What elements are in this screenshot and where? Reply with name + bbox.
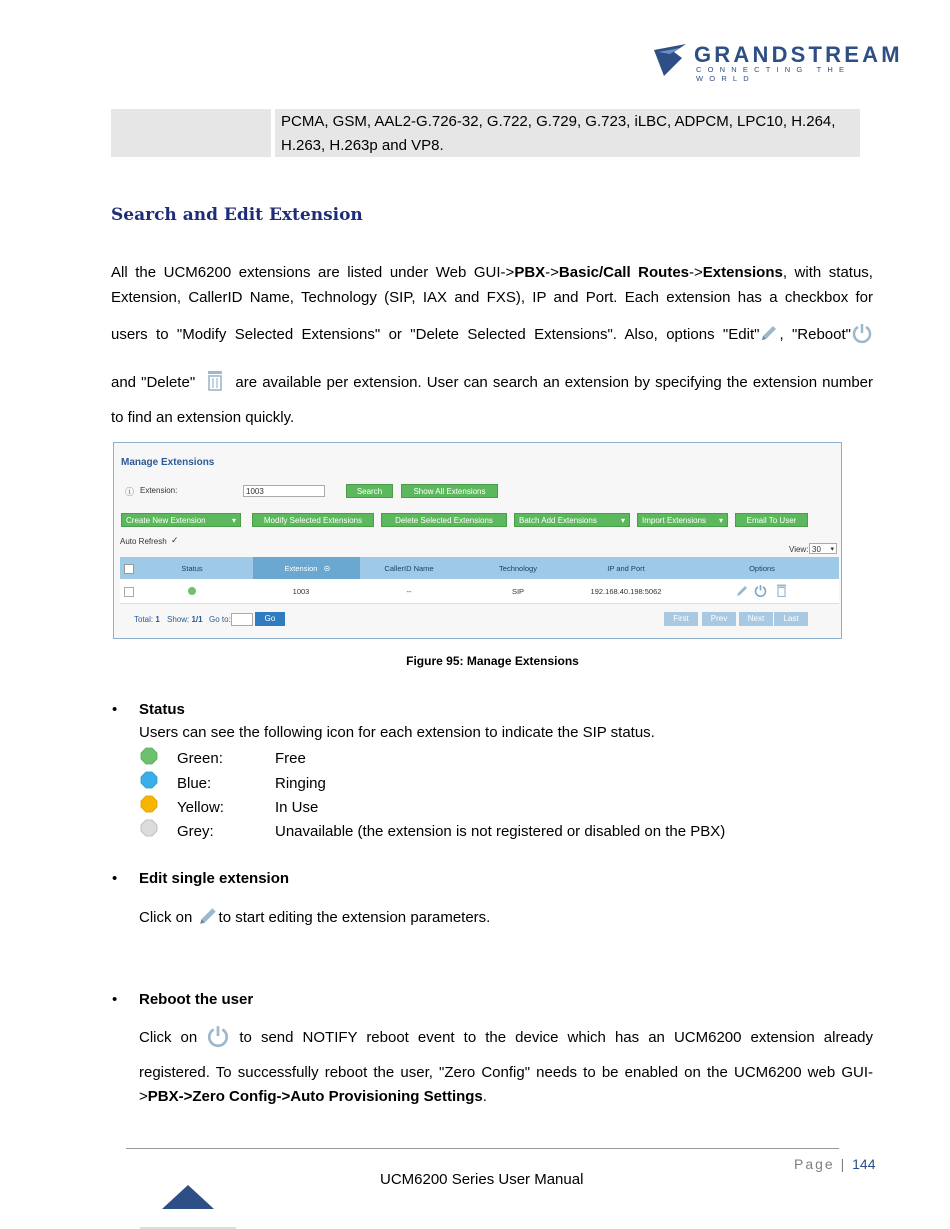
manual-title: UCM6200 Series User Manual — [380, 1171, 584, 1188]
bullet-icon: • — [112, 701, 118, 718]
reboot-line-1: Click on to send NOTIFY reboot event to the device which has an UCM6200 extension already — [139, 1024, 873, 1052]
column-header-extension[interactable]: Extension — [284, 564, 318, 573]
status-intro: Users can see the following icon for each extension to indicate the SIP status. — [139, 724, 655, 741]
paragraph-line-3: users to "Modify Selected Extensions" or "Delete Selected Extensions". Also, options "Edit" , "Reboot" — [111, 322, 873, 348]
status-grey-label: Grey: — [177, 823, 214, 840]
dropdown-arrow-icon: ▾ — [830, 546, 834, 553]
status-green-icon — [188, 587, 196, 595]
show-label: Show: 1/1 — [167, 615, 203, 624]
extensions-table-header — [120, 557, 839, 579]
row-checkbox[interactable] — [124, 587, 134, 597]
paragraph-line-1: All the UCM6200 extensions are listed under Web GUI->PBX->Basic/Call Routes->Extensions, with status, — [111, 264, 873, 281]
logo-wordmark: GRANDSTREAM — [694, 42, 903, 67]
status-blue-label: Blue: — [177, 775, 212, 792]
edit-pencil-icon — [759, 323, 779, 347]
edit-pencil-icon — [197, 905, 219, 931]
reboot-power-icon — [206, 1024, 230, 1052]
status-green-icon — [140, 747, 158, 765]
reboot-power-icon — [851, 322, 873, 348]
codec-table-label-cell — [111, 109, 271, 157]
pager-last-button[interactable]: Last — [774, 612, 808, 626]
total-label: Total: 1 — [134, 615, 160, 624]
sort-indicator-icon: ⊝ — [323, 564, 331, 573]
paragraph-line-4: and "Delete" are available per extension. User can search an extension by specifying the extension number — [111, 370, 873, 396]
batch-add-extensions-button[interactable]: Batch Add Extensions ▾ — [514, 513, 630, 527]
show-all-extensions-button[interactable]: Show All Extensions — [401, 484, 498, 498]
pager-next-button[interactable]: Next — [739, 612, 773, 626]
delete-selected-extensions-button[interactable]: Delete Selected Extensions — [381, 513, 507, 527]
delete-trash-icon — [206, 370, 224, 396]
select-all-checkbox[interactable] — [124, 564, 134, 574]
codec-table-value-cell — [275, 109, 860, 157]
column-header-options: Options — [749, 564, 775, 573]
row-reboot-icon[interactable] — [754, 584, 767, 597]
column-header-technology[interactable]: Technology — [499, 564, 537, 573]
reboot-section-title: Reboot the user — [139, 991, 254, 1008]
status-title: Status — [139, 701, 185, 718]
import-extensions-button[interactable]: Import Extensions ▾ — [637, 513, 728, 527]
auto-refresh-label: Auto Refresh — [120, 537, 167, 546]
info-icon: ⓘ — [125, 487, 135, 497]
dropdown-arrow-icon: ▾ — [620, 516, 625, 525]
reboot-line-2: registered. To successfully reboot the user, "Zero Config" needs to be enabled on the UCM6200 web GUI- — [139, 1064, 873, 1081]
edit-section-text: Click on to start editing the extension parameters. — [139, 905, 490, 931]
section-heading: Search and Edit Extension — [111, 205, 363, 225]
goto-page-input[interactable] — [231, 613, 253, 626]
auto-refresh-checkbox[interactable]: ✓ — [171, 535, 179, 545]
logo-swoosh-icon — [652, 42, 692, 78]
codec-line-2: H.263, H.263p and VP8. — [281, 137, 444, 154]
email-to-user-button[interactable]: Email To User — [735, 513, 808, 527]
view-count-select[interactable]: 30 ▾ — [809, 543, 837, 554]
logo-tagline: CONNECTING THE WORLD — [696, 65, 851, 83]
row-delete-icon[interactable] — [776, 584, 787, 597]
goto-label: Go to: — [209, 615, 231, 624]
status-yellow-desc: In Use — [275, 799, 319, 816]
extension-search-input[interactable]: 1003 — [243, 485, 325, 497]
column-header-status[interactable]: Status — [181, 564, 203, 573]
figure-caption: Figure 95: Manage Extensions — [406, 654, 579, 668]
row-technology: SIP — [511, 587, 525, 596]
row-extension: 1003 — [292, 587, 310, 596]
pager-first-button[interactable]: First — [664, 612, 698, 626]
pager-prev-button[interactable]: Prev — [702, 612, 736, 626]
create-new-extension-button[interactable]: Create New Extension ▾ — [121, 513, 241, 527]
row-edit-icon[interactable] — [736, 585, 748, 597]
column-header-ip-port[interactable]: IP and Port — [607, 564, 645, 573]
table-row — [120, 579, 839, 604]
page-number: Page | 144 — [794, 1156, 876, 1172]
edit-section-title: Edit single extension — [139, 870, 290, 887]
manage-extensions-screenshot — [113, 442, 842, 639]
reboot-line-3: >PBX->Zero Config->Auto Provisioning Settings. — [139, 1088, 487, 1105]
paragraph-line-2: Extension, CallerID Name, Technology (SIP, IAX and FXS), IP and Port. Each extension has a checkbox for — [111, 289, 873, 306]
status-grey-icon — [140, 819, 158, 837]
view-label: View: — [789, 545, 809, 554]
status-blue-icon — [140, 771, 158, 789]
extension-label: Extension: — [140, 486, 178, 495]
footer-divider — [126, 1148, 839, 1149]
status-yellow-icon — [140, 795, 158, 813]
status-green-label: Green: — [177, 750, 223, 767]
footer-logo-icon — [140, 1183, 236, 1229]
row-ip-port: 192.168.40.198:5062 — [590, 587, 662, 596]
search-button[interactable]: Search — [346, 484, 393, 498]
status-grey-desc: Unavailable (the extension is not registered or disabled on the PBX) — [275, 823, 726, 840]
dropdown-arrow-icon: ▾ — [231, 516, 236, 525]
row-callerid: -- — [406, 587, 412, 596]
figure-title: Manage Extensions — [121, 457, 215, 468]
status-blue-desc: Ringing — [275, 775, 326, 792]
bullet-icon: • — [112, 870, 118, 887]
status-yellow-label: Yellow: — [177, 799, 224, 816]
modify-selected-extensions-button[interactable]: Modify Selected Extensions — [252, 513, 374, 527]
codec-line-1: PCMA, GSM, AAL2-G.726-32, G.722, G.729, G.723, iLBC, ADPCM, LPC10, H.264, — [281, 113, 836, 130]
status-green-desc: Free — [275, 750, 306, 767]
column-header-callerid[interactable]: CallerID Name — [384, 564, 434, 573]
grandstream-logo — [652, 40, 908, 83]
dropdown-arrow-icon: ▾ — [718, 516, 723, 525]
paragraph-line-5: to find an extension quickly. — [111, 409, 295, 426]
go-button[interactable]: Go — [255, 612, 285, 626]
bullet-icon: • — [112, 991, 118, 1008]
